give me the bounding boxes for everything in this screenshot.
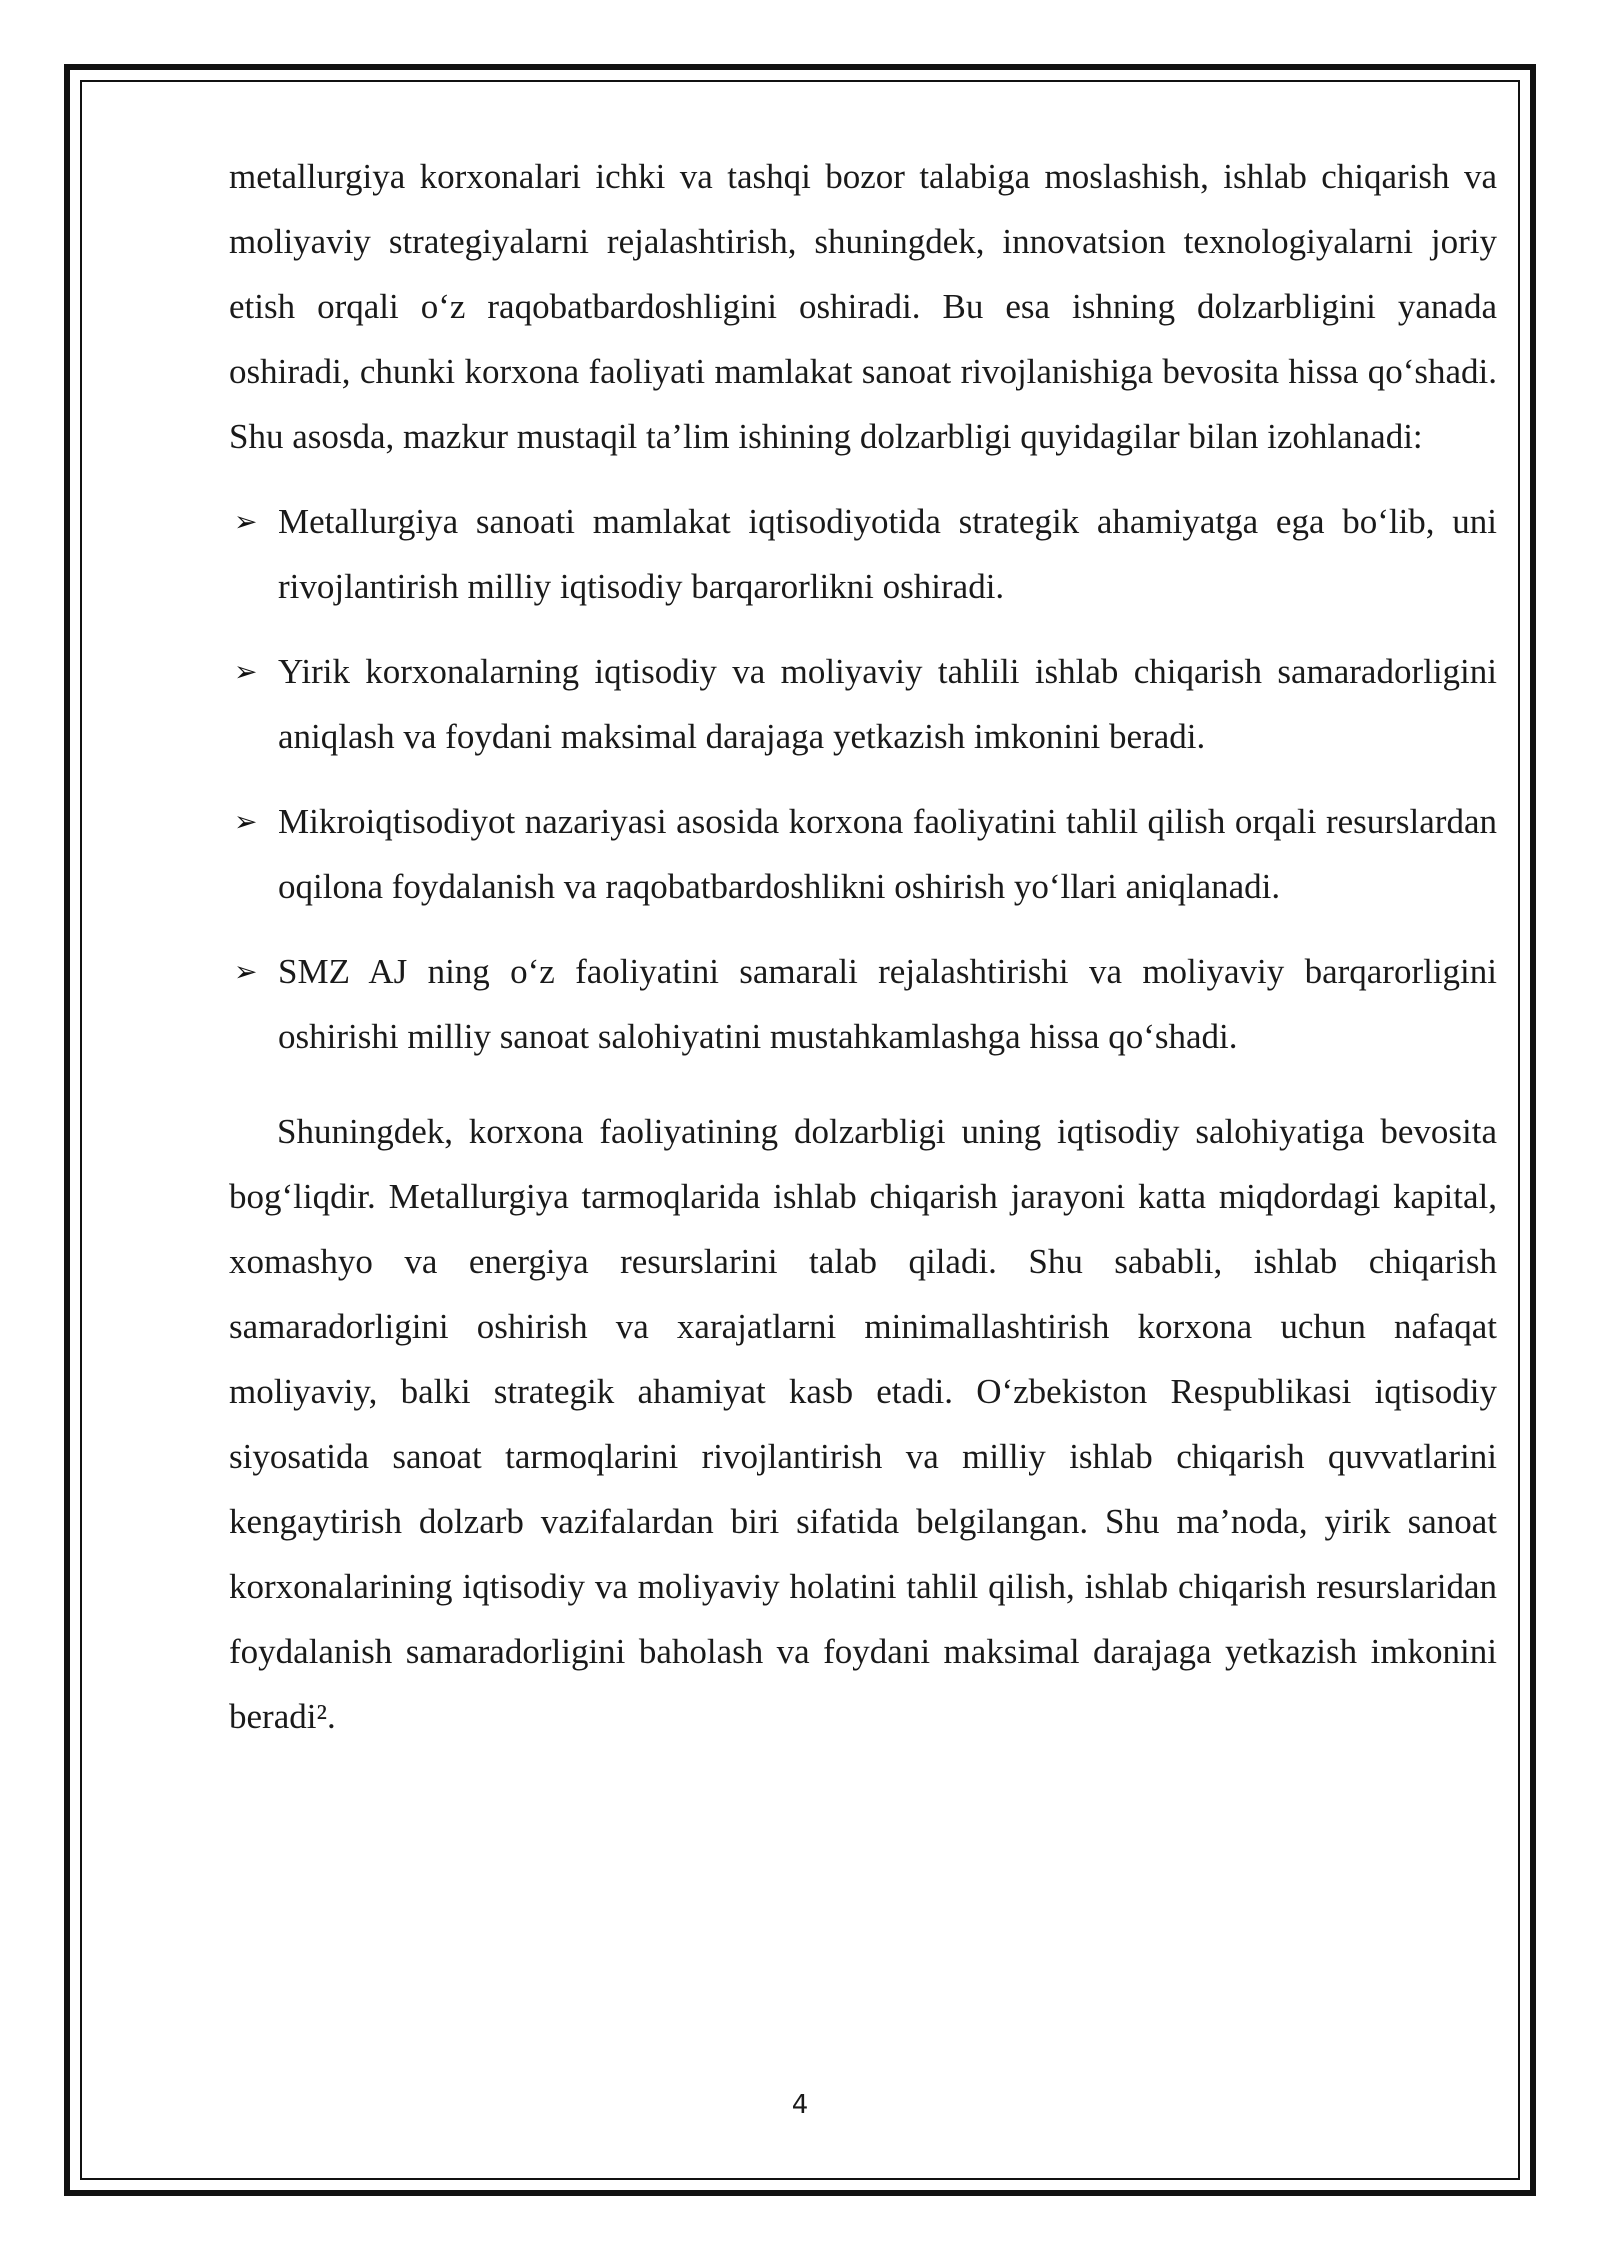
arrow-bullet-icon: ➢ xyxy=(234,655,258,688)
list-item xyxy=(229,639,1497,769)
list-item xyxy=(229,789,1497,919)
list-item-text: Metallurgiya sanoati mamlakat iqtisodiyotida strategik ahamiyatga ega bo‘lib, uni rivojlantirish milliy iqtisodiy barqarorlikni oshiradi. xyxy=(278,502,1497,606)
list-item-text: SMZ AJ ning o‘z faoliyatini samarali rejalashtirishi va moliyaviy barqarorligini oshirishi milliy sanoat salohiyatini mustahkamlashga hissa qo‘shadi. xyxy=(278,952,1497,1056)
bullet-list xyxy=(229,489,1497,1069)
intro-paragraph: metallurgiya korxonalari ichki va tashqi bozor talabiga moslashish, ishlab chiqarish va moliyaviy strategiyalarni rejalashtirish, shuningdek, innovatsion texnologiyalarni joriy etish orqali o‘z raqobatbardoshligini oshiradi. Bu esa ishning dolzarbligini yanada oshiradi, chunki korxona faoliyati mamlakat sanoat rivojlanishiga bevosita hissa qo‘shadi. Shu asosda, mazkur mustaqil ta’lim ishining dolzarbligi quyidagilar bilan izohlanadi: xyxy=(229,157,1497,456)
list-item xyxy=(229,939,1497,1069)
page-content xyxy=(229,144,1497,1749)
list-item-text: Yirik korxonalarning iqtisodiy va moliyaviy tahlili ishlab chiqarish samaradorligini aniqlash va foydani maksimal darajaga yetkazish imkonini beradi. xyxy=(278,652,1497,756)
arrow-bullet-icon: ➢ xyxy=(234,955,258,988)
arrow-bullet-icon: ➢ xyxy=(234,805,258,838)
list-item xyxy=(229,489,1497,619)
arrow-bullet-icon: ➢ xyxy=(234,505,258,538)
body-paragraph: Shuningdek, korxona faoliyatining dolzarbligi uning iqtisodiy salohiyatiga bevosita bog‘liqdir. Metallurgiya tarmoqlarida ishlab chiqarish jarayoni katta miqdordagi kapital, xomashyo va energiya resurslarini talab qiladi. Shu sababli, ishlab chiqarish samaradorligini oshirish va xarajatlarni minimallashtirish korxona uchun nafaqat moliyaviy, balki strategik ahamiyat kasb etadi. O‘zbekiston Respublikasi iqtisodiy siyosatida sanoat tarmoqlarini rivojlantirish va milliy ishlab chiqarish quvvatlarini kengaytirish dolzarb vazifalardan biri sifatida belgilangan. Shu ma’noda, yirik sanoat korxonalarining iqtisodiy va moliyaviy holatini tahlil qilish, ishlab chiqarish resurslaridan foydalanish samaradorligini baholash va foydani maksimal darajaga yetkazish imkonini beradi². xyxy=(229,1112,1497,1736)
list-item-text: Mikroiqtisodiyot nazariyasi asosida korxona faoliyatini tahlil qilish orqali resurslardan oqilona foydalanish va raqobatbardoshlikni oshirish yo‘llari aniqlanadi. xyxy=(278,802,1497,906)
page-number: 4 xyxy=(791,2090,809,2120)
